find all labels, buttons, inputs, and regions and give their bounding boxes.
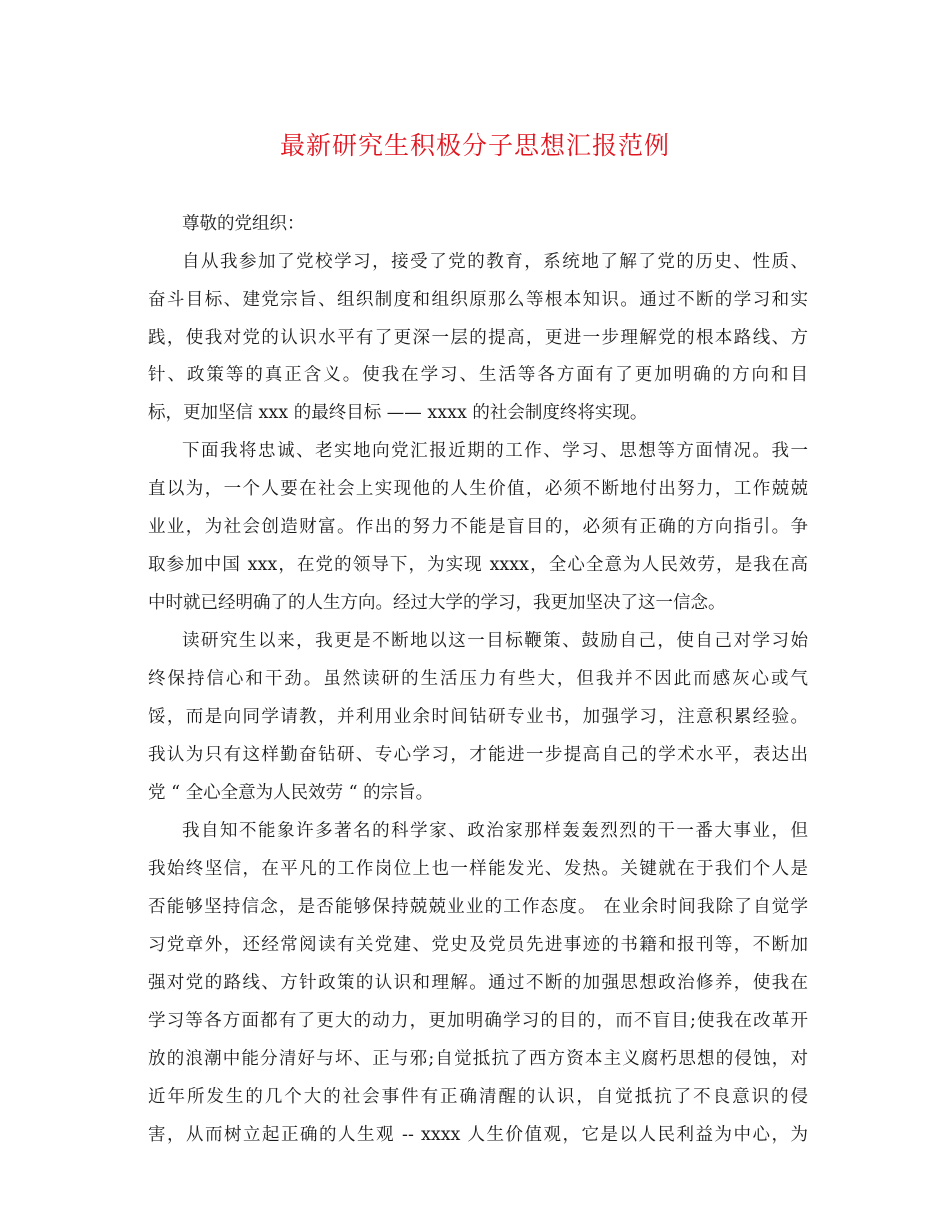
paragraph-line: 害，从而树立起正确的人生观 -- xxxx 人生价值观，它是以人民利益为中心，为 (148, 1125, 808, 1145)
paragraph-line: 读研究生以来，我更是不断地以这一目标鞭策、鼓励自己，使自己对学习始 (182, 631, 808, 651)
paragraph-line: 践，使我对党的认识水平有了更深一层的提高，更进一步理解党的根本路线、方 (148, 328, 808, 348)
paragraph-line: 我自知不能象许多著名的科学家、政治家那样轰轰烈烈的干一番大事业，但 (182, 821, 808, 841)
paragraph-line: 近年所发生的几个大的社会事件有正确清醒的认识，自觉抵抗了不良意识的侵 (148, 1087, 808, 1107)
paragraph-line: 学习等各方面都有了更大的动力，更加明确学习的目的，而不盲目;使我在改革开 (148, 1011, 808, 1031)
paragraph-line: 直以为，一个人要在社会上实现他的人生价值，必须不断地付出努力，工作兢兢 (148, 479, 808, 499)
paragraph-line: 针、政策等的真正含义。使我在学习、生活等各方面有了更加明确的方向和目 (148, 365, 808, 385)
paragraph-line: 下面我将忠诚、老实地向党汇报近期的工作、学习、思想等方面情况。我一 (182, 441, 808, 461)
paragraph-line: 终保持信心和干劲。虽然读研的生活压力有些大，但我并不因此而感灰心或气 (148, 669, 808, 689)
paragraph-line: 放的浪潮中能分清好与坏、正与邪;自觉抵抗了西方资本主义腐朽思想的侵蚀，对 (148, 1049, 808, 1069)
paragraph-line: 取参加中国 xxx，在党的领导下，为实现 xxxx，全心全意为人民效劳，是我在高 (148, 555, 808, 575)
paragraph-line: 习党章外，还经常阅读有关党建、党史及党员先进事迹的书籍和报刊等，不断加 (148, 935, 808, 955)
paragraph-line: 强对党的路线、方针政策的认识和理解。通过不断的加强思想政治修养，使我在 (148, 973, 808, 993)
paragraph-line: 我认为只有这样勤奋钻研、专心学习，才能进一步提高自己的学术水平，表达出 (148, 745, 808, 765)
paragraph-line: 自从我参加了党校学习，接受了党的教育，系统地了解了党的历史、性质、 (182, 252, 808, 272)
paragraph-line: 我始终坚信，在平凡的工作岗位上也一样能发光、发热。关键就在于我们个人是 (148, 859, 808, 879)
paragraph-line: 业业，为社会创造财富。作出的努力不能是盲目的，必须有正确的方向指引。争 (148, 517, 808, 537)
document-title: 最新研究生积极分子思想汇报范例 (279, 131, 670, 160)
paragraph-line: 标，更加坚信 xxx 的最终目标 —— xxxx 的社会制度终将实现。 (148, 403, 648, 423)
paragraph-line: 馁，而是向同学请教，并利用业余时间钻研专业书，加强学习，注意积累经验。 (148, 707, 808, 727)
paragraph-line: 党 “ 全心全意为人民效劳 “ 的宗旨。 (148, 783, 434, 803)
paragraph-line: 中时就已经明确了的人生方向。经过大学的学习，我更加坚决了这一信念。 (148, 593, 726, 613)
paragraph-line: 奋斗目标、建党宗旨、组织制度和组织原那么等根本知识。通过不断的学习和实 (148, 290, 808, 310)
paragraph-line: 否能够坚持信念，是否能够保持兢兢业业的工作态度。 在业余时间我除了自觉学 (148, 897, 808, 917)
salutation: 尊敬的党组织： (182, 214, 305, 234)
